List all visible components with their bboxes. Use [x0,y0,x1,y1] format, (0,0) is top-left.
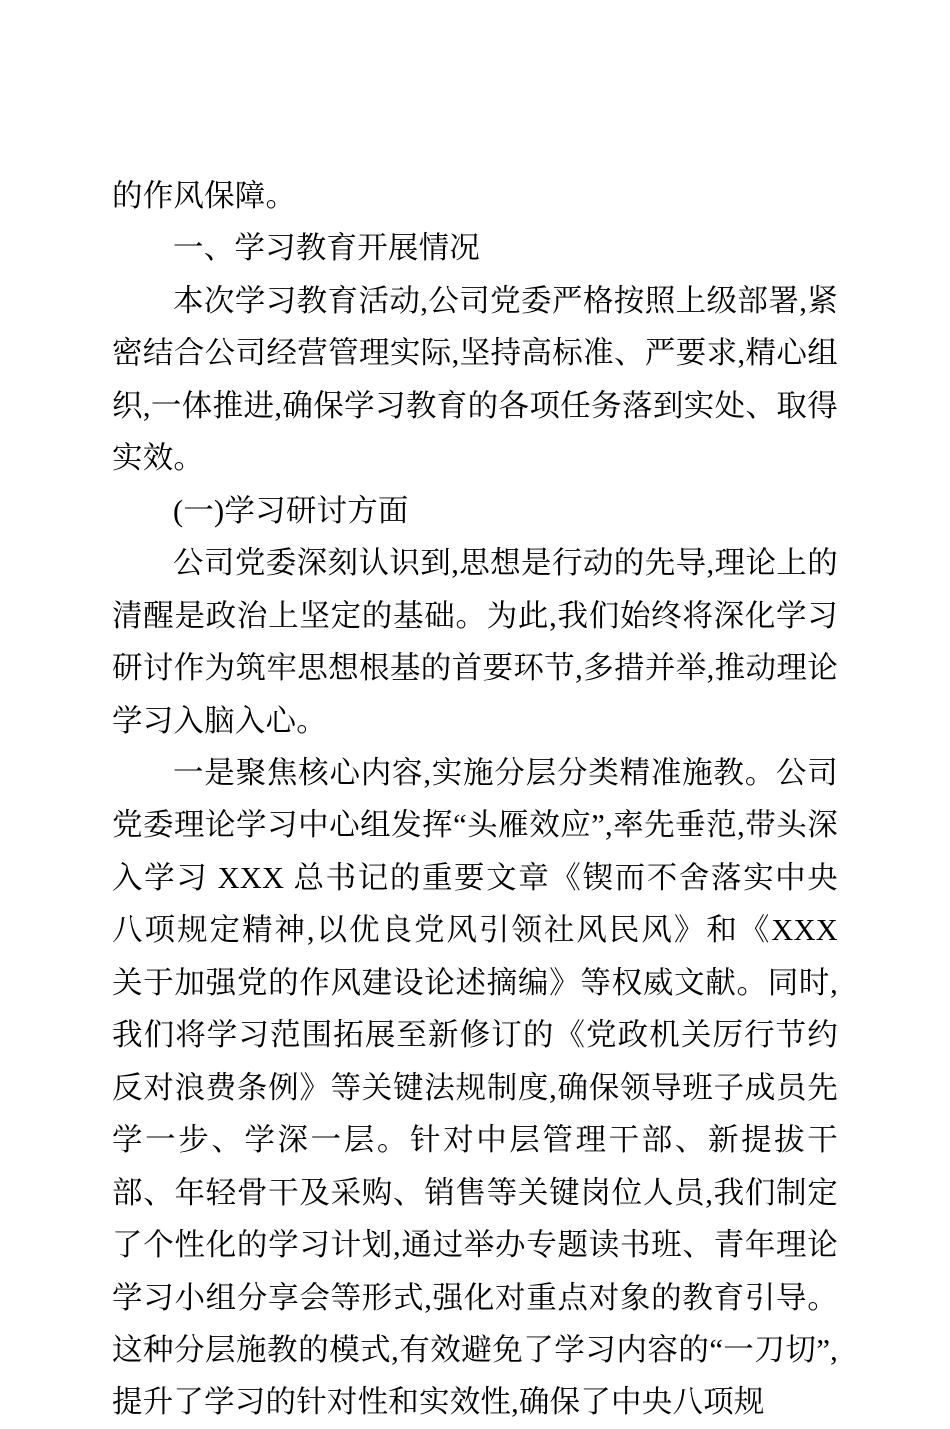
paragraph-closing-line: 的作风保障。 [112,179,297,213]
subsection-heading-one: (一)学习研讨方面 [173,493,409,528]
paragraph-overview: 本次学习教育活动,公司党委严格按照上级部署,紧密结合公司经营管理实际,坚持高标准、严要求,精心组织,一体推进,确保学习教育的各项任务落到实处、取得实效。 [112,283,838,476]
document-body [112,170,838,1429]
section-heading-one: 一、学习教育开展情况 [173,231,480,266]
paragraph-point-one: 一是聚焦核心内容,实施分层分类精准施教。公司党委理论学习中心组发挥“头雁效应”,率先垂范,带头深入学习 XXX 总书记的重要文章《锲而不舍落实中央八项规定精神,以优良党风引领社风民风》和《XXX 关于加强党的作风建设论述摘编》等权威文献。同时,我们将学习范围拓展至新修订的《党政机关厉行节约反对浪费条例》等关键法规制度,确保领导班子成员先学一步、学深一层。针对中层管理干部、新提拔干部、年轻骨干及采购、销售等关键岗位人员,我们制定了个性化的学习计划,通过举办专题读书班、青年理论学习小组分享会等形式,强化对重点对象的教育引导。这种分层施教的模式,有效避免了学习内容的“一刀切”,提升了学习的针对性和实效性,确保了中央八项规 [112,755,838,1420]
paragraph-study-awareness: 公司党委深刻认识到,思想是行动的先导,理论上的清醒是政治上坚定的基础。为此,我们始终将深化学习研讨作为筑牢思想根基的首要环节,多措并举,推动理论学习入脑入心。 [112,546,838,738]
